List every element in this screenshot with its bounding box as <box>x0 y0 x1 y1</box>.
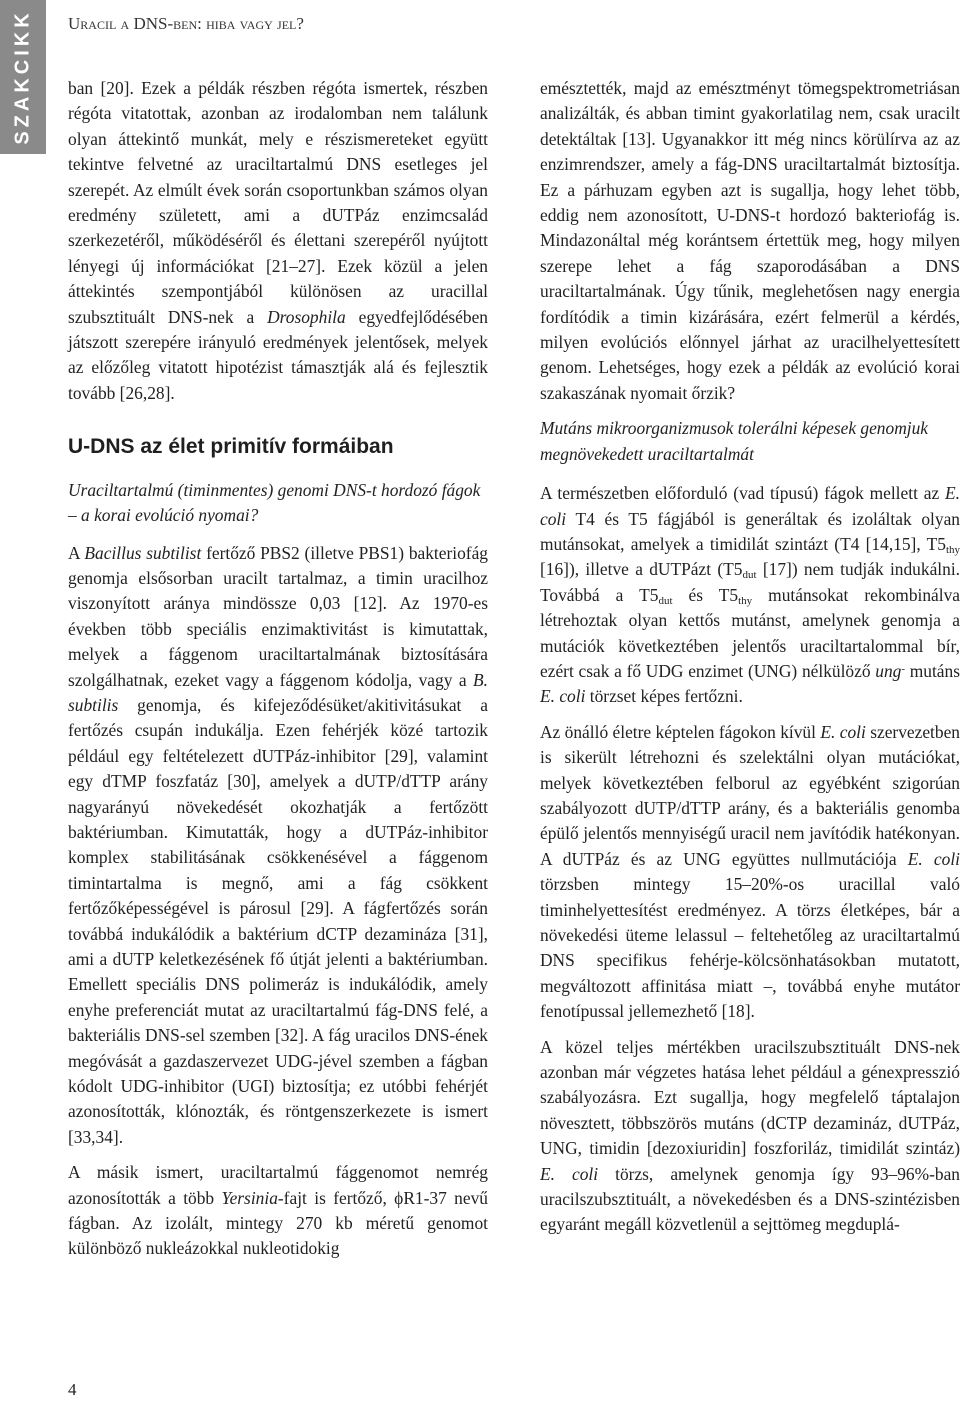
subsection-heading: Mutáns mikroorganizmusok tolerálni képesek genomjuk megnövekedett uraciltartalmát <box>540 418 928 464</box>
paragraph: emésztették, majd az emésztményt tömegspektrometriásan analizálták, és abban timint gyakorlatilag nem, csak uracilt detektáltak [13]. Ugyanakkor itt még nincs körülírva az az enzimrendszer, amely a fág-DNS uraciltartalmát biztosítja. Ez a párhuzam egyben azt is sugallja, hogy lehet több, eddig nem azonosított, U-DNS-t hordozó bakteriofág is. Mindazonáltal még korántsem értettük meg, hogy milyen szerepe lehet a fág szaporodásában a DNS uraciltartalmának. Úgy tűnik, meglehetősen nagy energia fordítódik a timin kizárására, ezért felmerül a kérdés, milyen evolúciós előnnyel járhat az uracilhelyettesített genom. Lehetséges, hogy ezek a példák az evolúció korai szakaszának nyomait őrzik? <box>540 78 960 403</box>
running-head: Uracil a DNS-ben: hiba vagy jel? <box>68 14 304 33</box>
page-number: 4 <box>68 1380 77 1399</box>
section-heading: U-DNS az élet primitív formáiban <box>68 435 394 459</box>
paragraph: A természetben előforduló (vad típusú) fágok mellett az E. coli T4 és T5 fágjából is generáltak és izoláltak olyan mutánsokat, amelyek a timidilát szintázt (T4 [14,15], $T5_{thy}$ [16]), illetve a dUTPázt ($T5_{dut}$ [17]) nem tudják indukálni. Továbbá a $T5_{dut}$ és $T5_{thy}$ mutánsokat rekombinálva létrehoztak olyan kettős mutánst, amelynek genomja a mutációk következtében jelentős uraciltartalommal bír, ezért csak a fő UDG enzimet (UNG) nélkülöző ung- mutáns E. coli törzset képes fertőzni. <box>540 483 960 707</box>
paragraph: ban [20]. Ezek a példák részben régóta ismertek, részben régóta vitatottak, azonban az irodalomban nem találunk olyan áttekintő munkát, mely e részismereteket együtt tekintve felvetné az uraciltartalmú DNS esetleges jel szerepét. Az elmúlt évek során csoportunkban számos olyan eredmény született, ami a dUTPáz enzimcsalád szerkezetéről, működéséről és élettani szerepéről nyújtott lényegi új információkat [21–27]. Ezek közül a jelen áttekintés szempontjából különösen az uracillal szubsztituált DNS-nek a Drosophila egyedfejlődésében játszott szerepére irányuló eredmények jelentősek, melyek az előzőleg vitatott hipotézist támasztják alá és fejlesztik tovább [26,28]. <box>68 78 489 403</box>
paragraph: A másik ismert, uraciltartalmú fággenomot nemrég azonosították a több Yersinia-fajt is fertőző, ϕR1-37 nevű fágban. Az izolált, mintegy 270 kb méretű genomot különböző nukleázokkal nukleotidokig <box>68 1162 488 1259</box>
paragraph: A Bacillus subtilist fertőző PBS2 (illetve PBS1) bakteriofág genomja elsősorban uracilt tartalmaz, a timin uracilhoz viszonyított aránya mindössze 0,03 [12]. Az 1970-es években több speciális enzimaktivitást is kimutattak, melyek a fággenom uraciltartalmának biztosítására szolgálhatnak, ezeket vagy a fággenom kódolja, vagy a B. subtilis genomja, és kifejeződésüket/akitivitásukat a fertőzés csupán indukálja. Ezen fehérjék közé tartozik például egy feltételezett dUTPáz-inhibitor [29], valamint egy dTMP foszfatáz [30], amelyek a dUTP/dTTP arány nagyarányú növekedését okozhatják a fertőzött baktériumban. Kimutatták, hogy a dUTPáz-inhibitor komplex stabilitásának csökkenésével a fággenom timintartalma is megnő, ami a fág csökkent fertőzőképességével is párosul [29]. A fágfertőzés során továbbá indukálódik a baktérium dCTP dezamináza [31], ami a dUTP keletkezésének fő útját jelenti a baktériumban. Emellett speciális DNS polimeráz is indukálódik, amely enyhe preferenciát mutat az uraciltartalmú fág-DNS felé, a bakteriális DNS-sel szemben [32]. A fág uracilos DNS-ének megóvását a gazdaszervezet UDG-jével szemben a fágban kódolt UDG-inhibitor (UGI) biztosítja; ez utóbbi fehérjét azonosították, klónozták, és röntgenszerkezete is ismert [33,34]. <box>68 542 488 1147</box>
section-tab <box>0 0 46 154</box>
section-tab-label: SZAKCIKK <box>11 9 34 145</box>
paragraph: A közel teljes mértékben uracilszubsztituált DNS-nek azonban már végzetes hatása lehet például a génexpresszió szabályozásra. Ezt sugallja, hogy megfelelő táptalajon növesztett, többszörös mutáns (dCTP dezamináz, dUTPáz, UNG, timidin [dezoxiuridin] foszforiláz, timidilát szintáz) E. coli törzs, amelynek genomja így 93–96%-ban uracilszubsztituált, a növekedésben és a DNS-szintézisben egyaránt megáll közvetlenül a sejttömeg megduplá- <box>540 1036 960 1235</box>
left-column <box>68 76 488 1272</box>
paragraph: Az önálló életre képtelen fágokon kívül E. coli szervezetben is sikerült létrehozni és szelektálni olyan mutációkat, melyek következtében felborul az egyébként szigorúan szabályozott dUTP/dTTP arány, és a bakteriális genomba épülő jelentős mennyiségű uracil nem javítódik hatékonyan. A dUTPáz és az UNG együttes nullmutációja E. coli törzsben mintegy 15–20%-os uracillal való timinhelyettesítést eredményez. A törzs életképes, bár a növekedési üteme lelassul – feltehetőleg az uraciltartalmú DNS specifikus fehérje-kölcsönhatásokban mutatott, megváltozott affinitása miatt –, továbbá enyhe mutátor fenotípussal jellemezhető [18]. <box>540 721 960 1022</box>
subsection-heading: Uraciltartalmú (timinmentes) genomi DNS-t hordozó fágok – a korai evolúció nyomai? <box>68 479 481 526</box>
right-column <box>540 76 960 1248</box>
